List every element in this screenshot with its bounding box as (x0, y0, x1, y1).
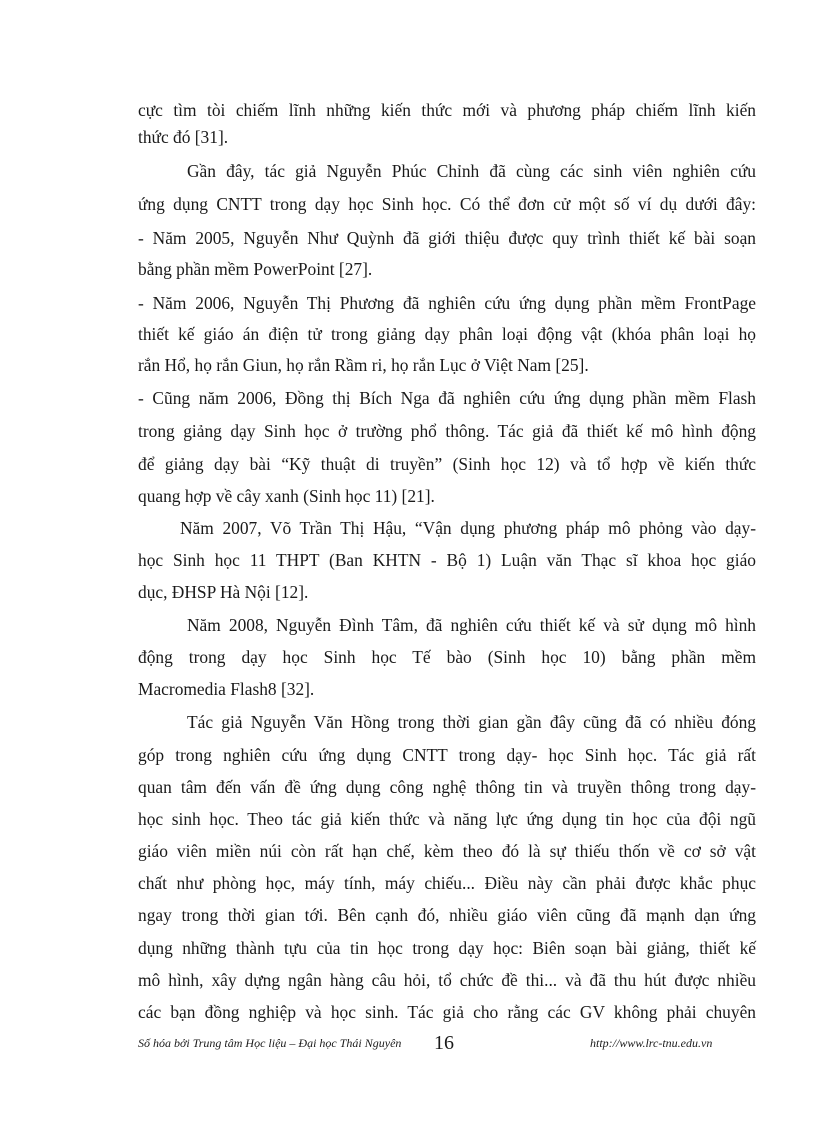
text-line: - Năm 2005, Nguyễn Như Quỳnh đã giới thiệu được quy trình thiết kế bài soạn (138, 228, 756, 248)
text-line: ngay trong thời gian tới. Bên cạnh đó, nhiều giáo viên cũng đã mạnh dạn ứng (138, 905, 756, 925)
text-line: chất như phòng học, máy tính, máy chiếu... Điều này cần phải được khắc phục (138, 873, 756, 893)
text-line: bằng phần mềm PowerPoint [27]. (138, 259, 373, 279)
text-line: Gần đây, tác giả Nguyễn Phúc Chỉnh đã cùng các sinh viên nghiên cứu (187, 161, 756, 181)
text-line: ứng dụng CNTT trong dạy học Sinh học. Có thể đơn cử một số ví dụ dưới đây: (138, 194, 756, 214)
text-line: Năm 2007, Võ Trần Thị Hậu, “Vận dụng phương pháp mô phỏng vào dạy- (180, 518, 756, 538)
text-line: mô hình, xây dựng ngân hàng câu hỏi, tổ chức đề thi... và đã thu hút được nhiều (138, 970, 756, 990)
text-line: trong giảng dạy Sinh học ở trường phổ thông. Tác giả đã thiết kế mô hình động (138, 421, 756, 441)
text-line: động trong dạy học Sinh học Tế bào (Sinh học 10) bằng phần mềm (138, 647, 756, 667)
text-line: để giảng dạy bài “Kỹ thuật di truyền” (Sinh học 12) và tổ hợp về kiến thức (138, 454, 756, 474)
text-line: học Sinh học 11 THPT (Ban KHTN - Bộ 1) Luận văn Thạc sĩ khoa học giáo (138, 550, 756, 570)
text-line: Năm 2008, Nguyễn Đình Tâm, đã nghiên cứu thiết kế và sử dụng mô hình (187, 615, 756, 635)
text-line: cực tìm tòi chiếm lĩnh những kiến thức mới và phương pháp chiếm lĩnh kiến (138, 100, 756, 120)
text-line: thức đó [31]. (138, 127, 229, 147)
text-line: giáo viên miền núi còn rất hạn chế, kèm theo đó là sự thiếu thốn về cơ sở vật (138, 841, 756, 861)
text-line: quang hợp về cây xanh (Sinh học 11) [21]. (138, 486, 435, 506)
text-line: - Cũng năm 2006, Đồng thị Bích Nga đã nghiên cứu ứng dụng phần mềm Flash (138, 388, 756, 408)
text-line: các bạn đồng nghiệp và học sinh. Tác giả cho rằng các GV không phải chuyên (138, 1002, 756, 1022)
text-line: rắn Hổ, họ rắn Giun, họ rắn Rầm ri, họ rắn Lục ở Việt Nam [25]. (138, 355, 589, 375)
text-line: Tác giả Nguyễn Văn Hồng trong thời gian gần đây cũng đã có nhiều đóng (187, 712, 756, 732)
page-number: 16 (434, 1032, 454, 1054)
footer-source: Số hóa bởi Trung tâm Học liệu – Đại học Thái Nguyên (138, 1036, 402, 1050)
text-line: - Năm 2006, Nguyễn Thị Phương đã nghiên cứu ứng dụng phần mềm FrontPage (138, 293, 756, 313)
text-line: thiết kế giáo án điện tử trong giảng dạy phân loại động vật (khóa phân loại họ (138, 324, 756, 344)
text-line: dục, ĐHSP Hà Nội [12]. (138, 582, 309, 602)
text-line: dụng những thành tựu của tin học trong dạy học: Biên soạn bài giảng, thiết kế (138, 938, 756, 958)
text-line: học sinh học. Theo tác giả kiến thức và năng lực ứng dụng tin học của đội ngũ (138, 809, 756, 829)
text-line: góp trong nghiên cứu ứng dụng CNTT trong dạy- học Sinh học. Tác giả rất (138, 745, 756, 765)
text-line: Macromedia Flash8 [32]. (138, 679, 315, 699)
text-line: quan tâm đến vấn đề ứng dụng công nghệ thông tin và truyền thông trong dạy- (138, 777, 756, 797)
footer-url: http://www.lrc-tnu.edu.vn (590, 1036, 713, 1050)
